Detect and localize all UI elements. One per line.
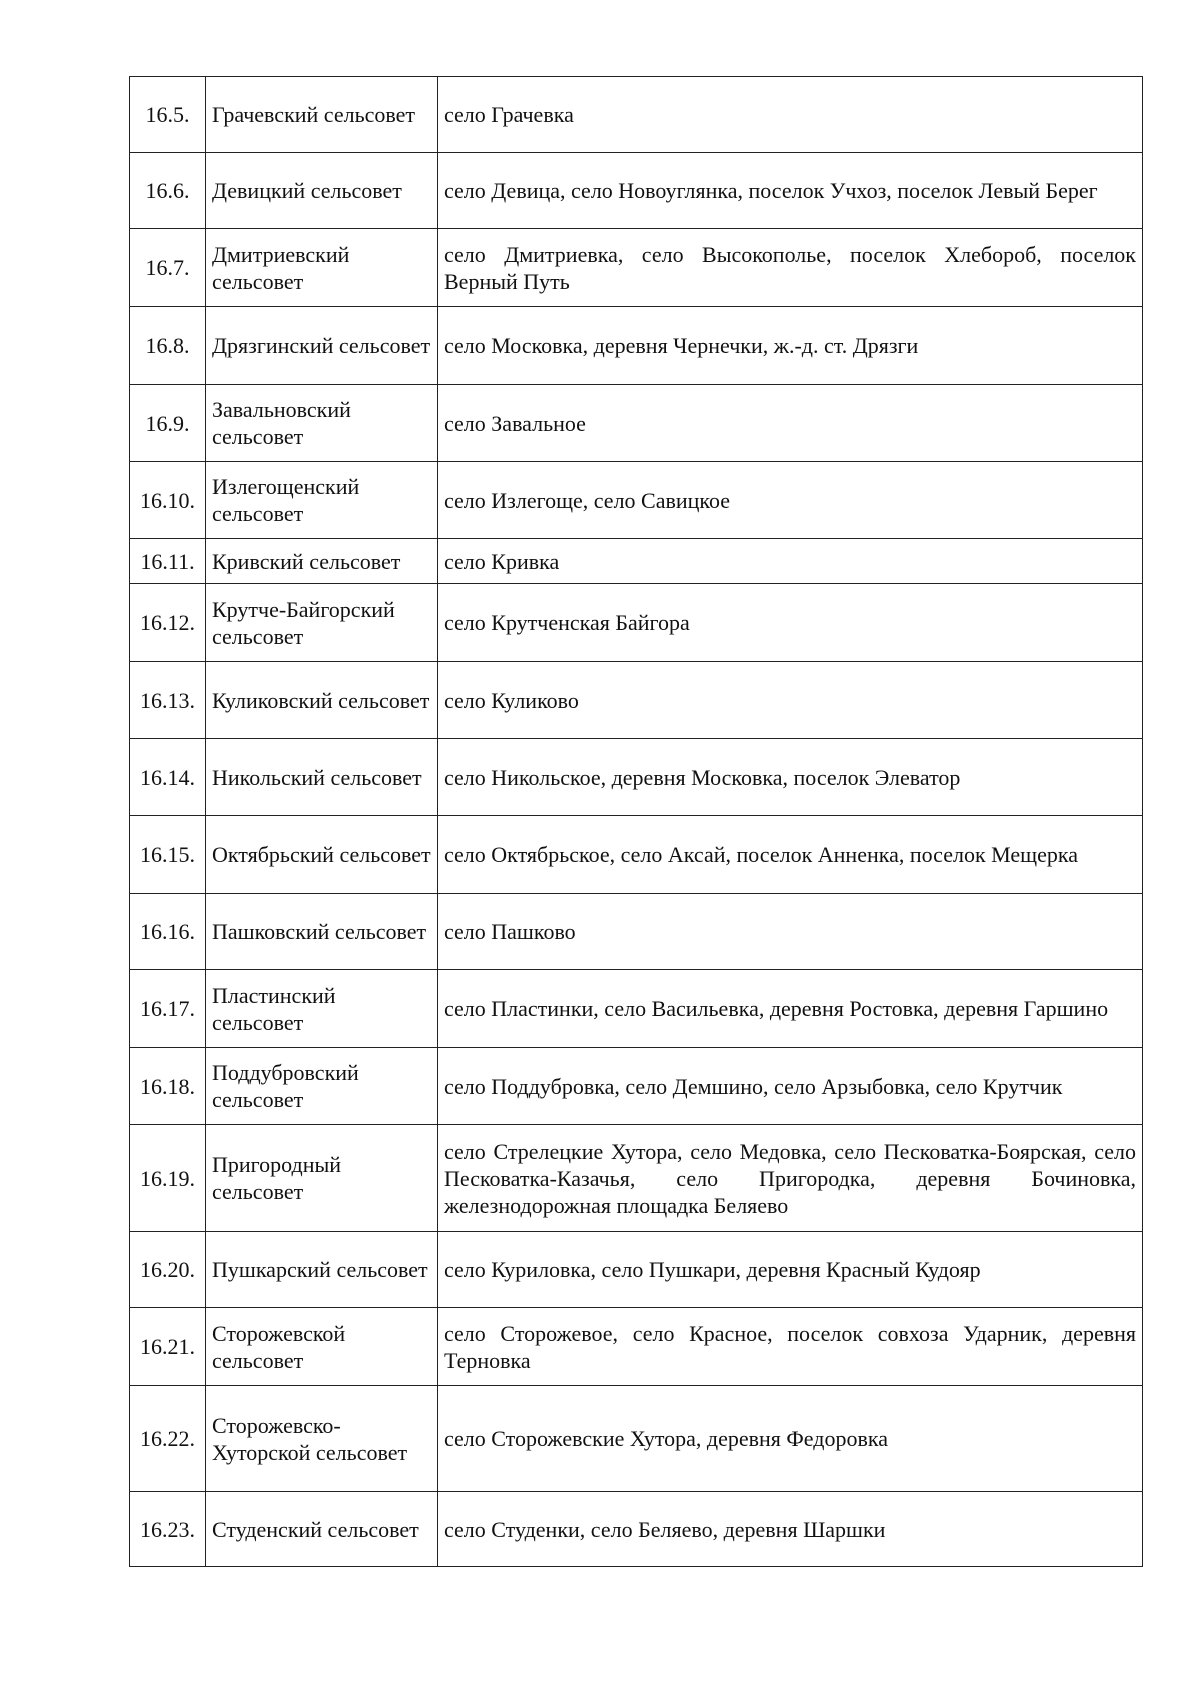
settlements-list: село Сторожевое, село Красное, поселок совхоза Ударник, деревня Терновка (438, 1308, 1143, 1386)
settlements-list: село Излегоще, село Савицкое (438, 462, 1143, 539)
table-row (130, 462, 1143, 539)
table-row (130, 970, 1143, 1048)
council-name: Никольский сельсовет (206, 739, 438, 816)
row-number: 16.13. (130, 662, 206, 739)
council-name: Дмитриевский сельсовет (206, 229, 438, 307)
table-row (130, 894, 1143, 970)
settlements-list: село Сторожевские Хутора, деревня Федоровка (438, 1386, 1143, 1492)
row-number: 16.5. (130, 77, 206, 153)
table-row (130, 229, 1143, 307)
table-row (130, 1232, 1143, 1308)
council-name: Кривский сельсовет (206, 539, 438, 584)
settlements-list: село Куликово (438, 662, 1143, 739)
settlements-list: село Пластинки, село Васильевка, деревня Ростовка, деревня Гаршино (438, 970, 1143, 1048)
council-name: Студенский сельсовет (206, 1492, 438, 1567)
council-name: Сторожевской сельсовет (206, 1308, 438, 1386)
settlements-list: село Стрелецкие Хутора, село Медовка, село Песковатка-Боярская, село Песковатка-Казачья, село Пригородка, деревня Бочиновка, железнодорожная площадка Беляево (438, 1125, 1143, 1232)
council-name: Куликовский сельсовет (206, 662, 438, 739)
council-name: Девицкий сельсовет (206, 153, 438, 229)
settlements-list: село Студенки, село Беляево, деревня Шаршки (438, 1492, 1143, 1567)
table-row (130, 1386, 1143, 1492)
council-name: Грачевский сельсовет (206, 77, 438, 153)
council-name: Дрязгинский сельсовет (206, 307, 438, 385)
council-name: Крутче-Байгорский сельсовет (206, 584, 438, 662)
settlements-list: село Крутченская Байгора (438, 584, 1143, 662)
council-name: Пушкарский сельсовет (206, 1232, 438, 1308)
settlements-list: село Грачевка (438, 77, 1143, 153)
table-row (130, 539, 1143, 584)
row-number: 16.18. (130, 1048, 206, 1125)
row-number: 16.23. (130, 1492, 206, 1567)
table-row (130, 662, 1143, 739)
row-number: 16.19. (130, 1125, 206, 1232)
row-number: 16.15. (130, 816, 206, 894)
council-name: Излегощенский сельсовет (206, 462, 438, 539)
council-name: Завальновский сельсовет (206, 385, 438, 462)
table-row (130, 739, 1143, 816)
council-name: Сторожевско-Хуторской сельсовет (206, 1386, 438, 1492)
settlements-list: село Пашково (438, 894, 1143, 970)
table-row (130, 1308, 1143, 1386)
settlements-list: село Поддубровка, село Демшино, село Арзыбовка, село Крутчик (438, 1048, 1143, 1125)
row-number: 16.9. (130, 385, 206, 462)
settlements-list: село Дмитриевка, село Высокополье, поселок Хлебороб, поселок Верный Путь (438, 229, 1143, 307)
table-row (130, 1125, 1143, 1232)
table-row (130, 77, 1143, 153)
row-number: 16.21. (130, 1308, 206, 1386)
settlements-list: село Московка, деревня Чернечки, ж.-д. ст. Дрязги (438, 307, 1143, 385)
settlements-list: село Куриловка, село Пушкари, деревня Красный Кудояр (438, 1232, 1143, 1308)
row-number: 16.8. (130, 307, 206, 385)
council-name: Поддубровский сельсовет (206, 1048, 438, 1125)
settlements-list: село Кривка (438, 539, 1143, 584)
row-number: 16.11. (130, 539, 206, 584)
settlements-list: село Октябрьское, село Аксай, поселок Анненка, поселок Мещерка (438, 816, 1143, 894)
council-name: Октябрьский сельсовет (206, 816, 438, 894)
table-row (130, 1048, 1143, 1125)
settlements-list: село Никольское, деревня Московка, поселок Элеватор (438, 739, 1143, 816)
settlements-list: село Завальное (438, 385, 1143, 462)
row-number: 16.17. (130, 970, 206, 1048)
table-row (130, 385, 1143, 462)
council-name: Пашковский сельсовет (206, 894, 438, 970)
council-name: Пригородный сельсовет (206, 1125, 438, 1232)
row-number: 16.7. (130, 229, 206, 307)
row-number: 16.20. (130, 1232, 206, 1308)
table-row (130, 153, 1143, 229)
row-number: 16.10. (130, 462, 206, 539)
table-row (130, 307, 1143, 385)
row-number: 16.14. (130, 739, 206, 816)
council-name: Пластинский сельсовет (206, 970, 438, 1048)
row-number: 16.16. (130, 894, 206, 970)
table-row (130, 584, 1143, 662)
row-number: 16.6. (130, 153, 206, 229)
row-number: 16.12. (130, 584, 206, 662)
settlements-list: село Девица, село Новоуглянка, поселок Учхоз, поселок Левый Берег (438, 153, 1143, 229)
table-row (130, 816, 1143, 894)
settlements-table (129, 76, 1143, 1567)
table-row (130, 1492, 1143, 1567)
row-number: 16.22. (130, 1386, 206, 1492)
